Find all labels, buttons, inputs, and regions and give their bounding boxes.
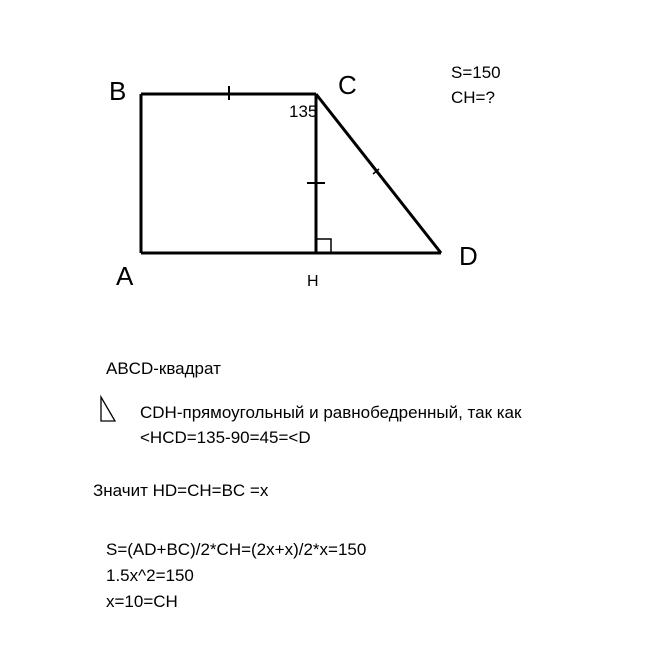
vertex-label-c: C: [338, 70, 357, 100]
side-cd: [316, 94, 441, 253]
triangle-symbol-icon: [101, 397, 115, 421]
vertex-label-h: H: [307, 273, 319, 290]
given-question: CH=?: [451, 88, 495, 107]
given-area: S=150: [451, 63, 501, 82]
vertex-label-a: A: [116, 261, 134, 291]
solution-line-angle: <HCD=135-90=45=<D: [140, 428, 311, 447]
solution-line-square: ABCD-квадрат: [106, 359, 221, 378]
solution-line-equal-sides: Значит HD=CH=BC =x: [93, 481, 269, 500]
right-angle-mark: [316, 239, 331, 253]
solution-line-triangle: CDH-прямоугольный и равнобедренный, так как: [140, 403, 522, 422]
solution-line-area-formula: S=(AD+BC)/2*CH=(2x+x)/2*x=150: [106, 540, 367, 559]
vertex-label-b: B: [109, 76, 127, 106]
vertex-label-d: D: [459, 241, 478, 271]
solution-line-equation: 1.5x^2=150: [106, 566, 194, 585]
angle-label: 135: [289, 102, 318, 121]
solution-line-answer: x=10=CH: [106, 592, 178, 611]
